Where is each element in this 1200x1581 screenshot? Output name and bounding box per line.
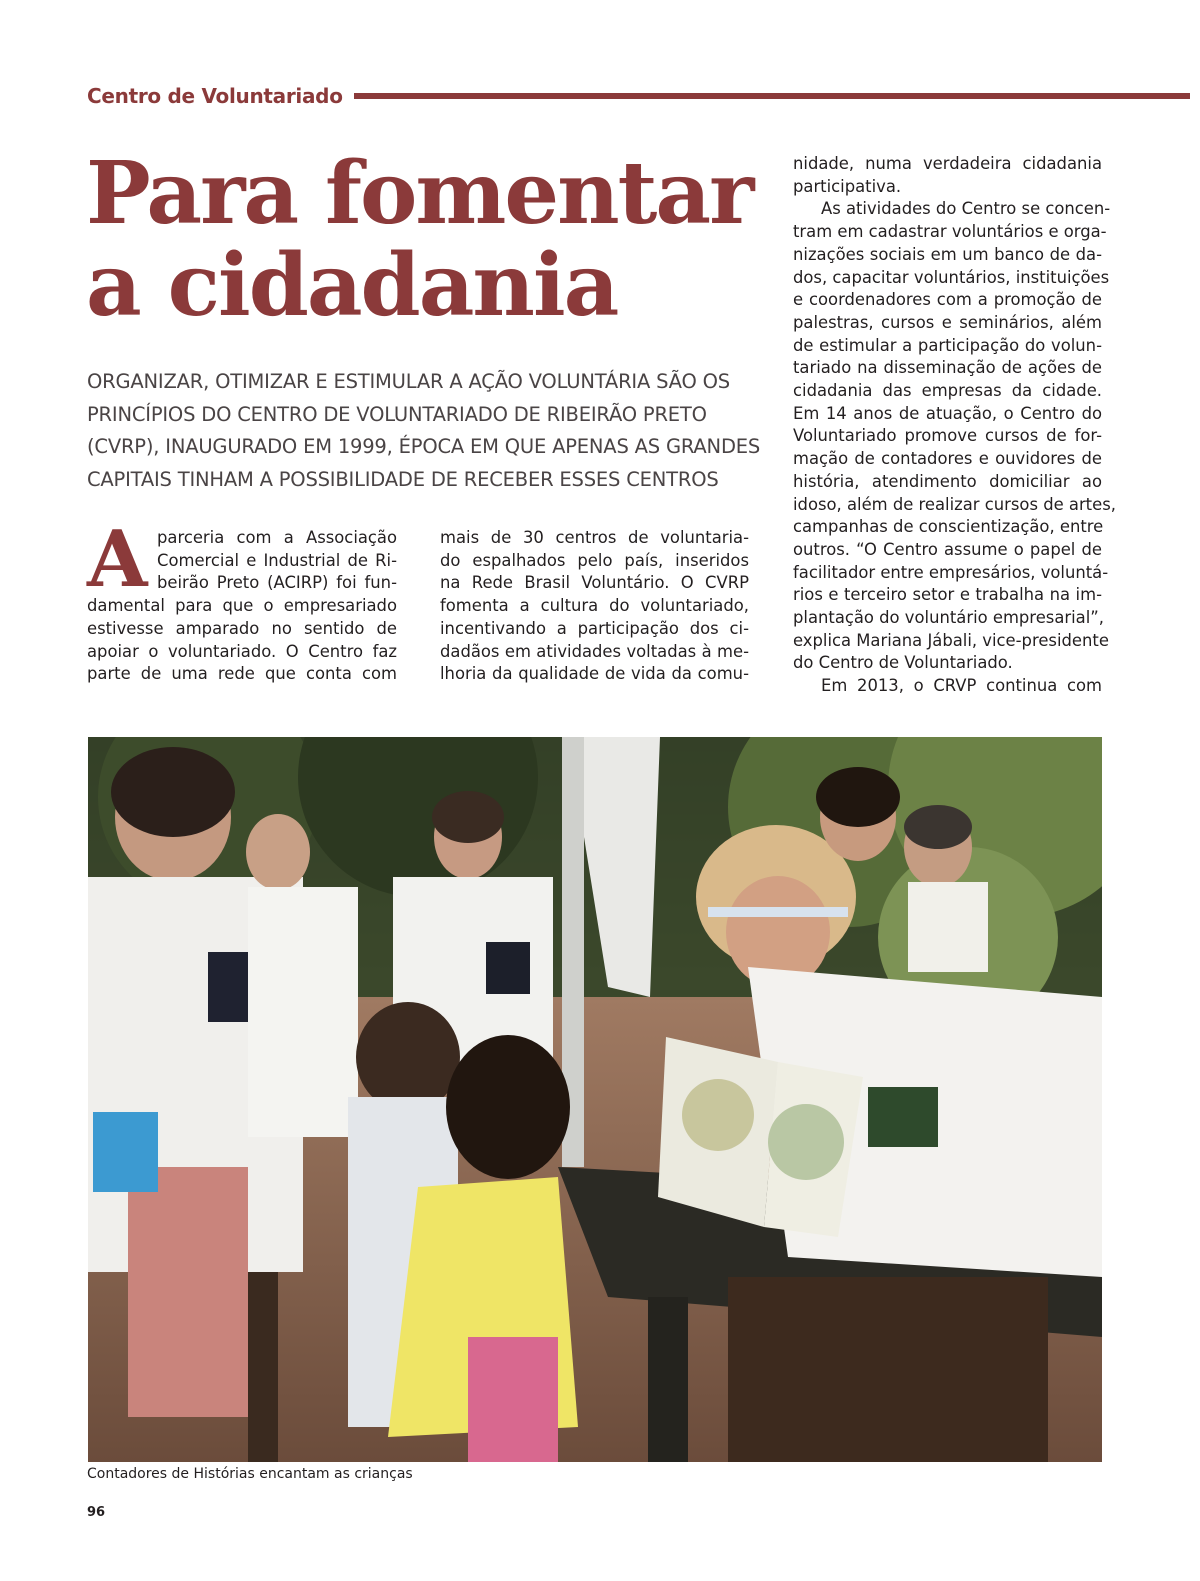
headline-line: a cidadania <box>86 235 618 336</box>
body-line: do espalhados pelo país, inseridos <box>440 550 749 570</box>
body-line: As atividades do Centro se concen- <box>821 199 1111 219</box>
body-line: e coordenadores com a promoção de <box>793 290 1102 310</box>
section-rule <box>354 93 1190 99</box>
body-line: outros. “O Centro assume o papel de <box>793 539 1102 559</box>
body-line: na Rede Brasil Voluntário. O CVRP <box>440 573 749 593</box>
body-line: dos, capacitar voluntários, instituições <box>793 267 1110 287</box>
article-photo <box>88 737 1102 1462</box>
body-line: de estimular a participação do volun- <box>793 335 1102 355</box>
body-line: incentivando a participação dos ci- <box>440 618 749 638</box>
body-line: história, atendimento domiciliar ao <box>793 471 1102 491</box>
deck-line: ORGANIZAR, OTIMIZAR E ESTIMULAR A AÇÃO VOLUNTÁRIA SÃO OS <box>87 370 730 393</box>
drop-cap: A <box>87 514 148 605</box>
body-line: damental para que o empresariado <box>87 596 397 616</box>
body-line: lhoria da qualidade de vida da comu- <box>440 664 749 684</box>
deck-line: (CVRP), INAUGURADO EM 1999, ÉPOCA EM QUE APENAS AS GRANDES <box>87 435 761 458</box>
headline-line: Para fomentar <box>86 143 753 244</box>
deck <box>87 366 761 496</box>
body-line: explica Mariana Jábali, vice-presidente <box>793 630 1109 650</box>
deck-line: PRINCÍPIOS DO CENTRO DE VOLUNTARIADO DE RIBEIRÃO PRETO <box>87 402 707 426</box>
body-line: estivesse amparado no sentido de <box>87 618 397 638</box>
body-line: tariado na disseminação de ações de <box>793 358 1102 378</box>
body-line: Voluntariado promove cursos de for- <box>793 426 1102 446</box>
section-label: Centro de Voluntariado <box>87 84 343 108</box>
body-line: tram em cadastrar voluntários e orga- <box>793 222 1107 242</box>
body-line: fomenta a cultura do voluntariado, <box>440 596 749 616</box>
body-line: nidade, numa verdadeira cidadania <box>793 154 1102 173</box>
body-line: do Centro de Voluntariado. <box>793 653 1013 673</box>
body-line: participativa. <box>793 176 902 196</box>
body-line: Comercial e Industrial de Ri- <box>157 550 397 570</box>
body-line: campanhas de conscientização, entre <box>793 517 1104 537</box>
body-line: dadãos em atividades voltadas à me- <box>440 641 749 661</box>
body-column-2 <box>440 527 749 686</box>
body-line: parceria com a Associação <box>157 528 397 547</box>
body-line: mação de contadores e ouvidores de <box>793 449 1102 469</box>
headline <box>86 143 766 336</box>
body-line: facilitador entre empresários, voluntá- <box>793 562 1109 582</box>
page-number: 96 <box>87 1505 106 1520</box>
body-line: apoiar o voluntariado. O Centro faz <box>87 641 397 661</box>
body-line: Em 14 anos de atuação, o Centro do <box>793 403 1102 423</box>
body-line: beirão Preto (ACIRP) foi fun- <box>157 573 397 593</box>
body-column-1 <box>87 514 397 686</box>
deck-line: CAPITAIS TINHAM A POSSIBILIDADE DE RECEBER ESSES CENTROS <box>87 467 719 491</box>
body-column-3 <box>793 153 1116 698</box>
body-line: Em 2013, o CRVP continua com <box>821 676 1102 696</box>
body-line: cidadania das empresas da cidade. <box>793 381 1102 401</box>
body-line: plantação do voluntário empresarial”, <box>793 608 1104 628</box>
body-line: idoso, além de realizar cursos de artes, <box>793 494 1116 514</box>
body-line: mais de 30 centros de voluntaria- <box>440 528 749 547</box>
body-line: rios e terceiro setor e trabalha na im- <box>793 585 1102 605</box>
photo-caption: Contadores de Histórias encantam as crianças <box>87 1466 413 1482</box>
body-line: palestras, cursos e seminários, além <box>793 312 1102 332</box>
body-line: nizações sociais em um banco de da- <box>793 244 1102 264</box>
body-line: parte de uma rede que conta com <box>87 664 397 684</box>
